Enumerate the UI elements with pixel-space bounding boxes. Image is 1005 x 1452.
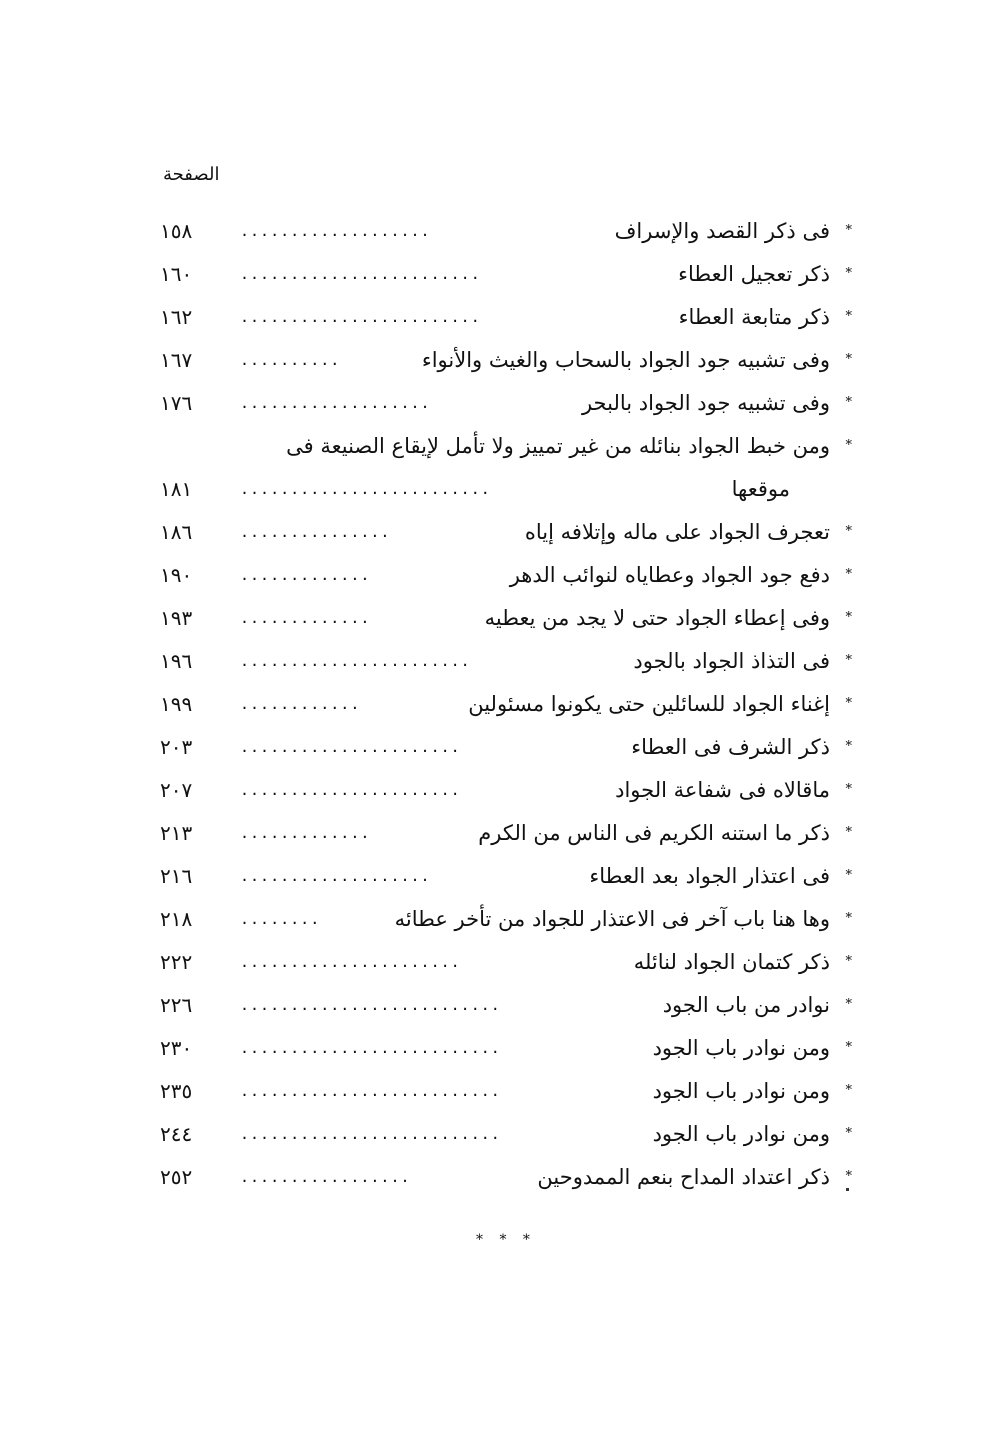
toc-entry: [160, 554, 860, 597]
bullet-star: *: [845, 782, 852, 797]
dot-leader: .........................: [240, 480, 491, 498]
page-number: ١٨١: [160, 477, 193, 501]
toc-entry-title: فى اعتذار الجواد بعد العطاء: [589, 864, 830, 888]
toc-entry-title-continuation: موقعها: [731, 477, 790, 501]
page-column-header: الصفحة: [163, 164, 220, 185]
toc-entry: [160, 1070, 860, 1113]
toc-entry-title: نوادر من باب الجود: [662, 993, 830, 1017]
bullet-star: *: [845, 309, 852, 324]
toc-entry: [160, 898, 860, 941]
toc-entry: [160, 855, 860, 898]
page-number: ١٦٧: [160, 348, 193, 372]
toc-entry: [160, 726, 860, 769]
dot-leader: ..........................: [240, 1082, 501, 1100]
table-of-contents: [160, 210, 860, 1199]
toc-entry: [160, 210, 860, 253]
toc-entry: [160, 597, 860, 640]
toc-entry-title: فى ذكر القصد والإسراف: [614, 219, 830, 243]
toc-entry-title: ومن خبط الجواد بنائله من غير تمييز ولا تأمل لإيقاع الصنيعة فى: [286, 434, 830, 458]
toc-entry: [160, 296, 860, 339]
dot-leader: ........................: [240, 308, 481, 326]
dot-leader: ........................: [240, 265, 481, 283]
toc-entry-title: فى التذاذ الجواد بالجود: [633, 649, 830, 673]
bullet-star: *: [845, 911, 852, 926]
dot-leader: ...................: [240, 222, 431, 240]
toc-entry-title: تعجرف الجواد على ماله وإتلافه إياه: [524, 520, 830, 544]
dot-leader: ..........................: [240, 1039, 501, 1057]
toc-entry-title: وها هنا باب آخر فى الاعتذار للجواد من تأخر عطائه: [394, 907, 830, 931]
bullet-star: *: [845, 223, 852, 238]
dot-leader: ..........................: [240, 1125, 501, 1143]
page-number: ٢٢٢: [160, 950, 193, 974]
bullet-star: *: [845, 1126, 852, 1141]
page-number: ٢٢٦: [160, 993, 193, 1017]
page-number: ٢٠٣: [160, 735, 193, 759]
bullet-star: *: [845, 610, 852, 625]
page-number: ٢٥٢: [160, 1165, 193, 1189]
dot-leader: ........: [240, 910, 321, 928]
toc-entry-title: ذكر متابعة العطاء: [678, 305, 830, 329]
toc-entry: [160, 683, 860, 726]
dot-leader: ...................: [240, 867, 431, 885]
dot-leader: ...................: [240, 394, 431, 412]
toc-entry: [160, 382, 860, 425]
dot-leader: .............: [240, 824, 371, 842]
toc-entry: [160, 640, 860, 683]
page-number: ١٩٠: [160, 563, 193, 587]
bullet-star: *: [845, 567, 852, 582]
bullet-star: *: [845, 1040, 852, 1055]
toc-entry: [160, 984, 860, 1027]
dot-leader: .............: [240, 609, 371, 627]
toc-entry: [160, 941, 860, 984]
page-number: ٢٣٥: [160, 1079, 193, 1103]
bullet-star: *: [845, 266, 852, 281]
page-number: ١٩٦: [160, 649, 193, 673]
bullet-star: *: [845, 696, 852, 711]
page-number: ٢٤٤: [160, 1122, 193, 1146]
toc-entry: [160, 1156, 860, 1199]
toc-entry-title: دفع جود الجواد وعطاياه لنوائب الدهر: [509, 563, 830, 587]
bullet-star: *: [845, 739, 852, 754]
toc-entry-title: وفى تشبيه جود الجواد بالبحر: [581, 391, 830, 415]
bullet-star: *: [845, 868, 852, 883]
dot-leader: ...............: [240, 523, 391, 541]
dot-leader: ......................: [240, 953, 461, 971]
toc-entry-title: ذكر كتمان الجواد لنائله: [633, 950, 830, 974]
bullet-star: *: [845, 825, 852, 840]
dot-leader: ............: [240, 695, 361, 713]
toc-entry-title: ذكر اعتداد المداح بنعم الممدوحين: [537, 1165, 830, 1189]
dot-leader: ......................: [240, 781, 461, 799]
toc-entry-title: ذكر تعجيل العطاء: [678, 262, 830, 286]
toc-entry-title: ومن نوادر باب الجود: [652, 1122, 830, 1146]
page-number: ١٩٩: [160, 692, 193, 716]
toc-entry-title: ومن نوادر باب الجود: [652, 1036, 830, 1060]
bullet-star: *: [845, 524, 852, 539]
dot-leader: ......................: [240, 738, 461, 756]
page-number: ٢٠٧: [160, 778, 193, 802]
toc-entry-title: إغناء الجواد للسائلين حتى يكونوا مسئولين: [468, 692, 830, 716]
bullet-star: *: [845, 395, 852, 410]
dot-leader: .......................: [240, 652, 471, 670]
toc-entry-title: ذكر ما استنه الكريم فى الناس من الكرم: [478, 821, 830, 845]
bullet-star: *: [845, 1083, 852, 1098]
page-number: ٢١٦: [160, 864, 193, 888]
dot-leader: .................: [240, 1168, 411, 1186]
page-number: ١٩٣: [160, 606, 193, 630]
toc-entry: [160, 253, 860, 296]
toc-entry: [160, 511, 860, 554]
bullet-star: *: [845, 438, 852, 453]
toc-entry-title: ذكر الشرف فى العطاء: [631, 735, 830, 759]
page-number: ٢١٣: [160, 821, 193, 845]
page-number: ٢١٨: [160, 907, 193, 931]
toc-entry: [160, 425, 860, 511]
page-number: ١٨٦: [160, 520, 193, 544]
page-number: ١٦٢: [160, 305, 193, 329]
page-number: ١٥٨: [160, 219, 193, 243]
bullet-star: *: [845, 997, 852, 1012]
bullet-star: *: [845, 653, 852, 668]
toc-entry-title: وفى إعطاء الجواد حتى لا يجد من يعطيه: [484, 606, 830, 630]
toc-entry: [160, 1113, 860, 1156]
page-number: ٢٣٠: [160, 1036, 193, 1060]
bullet-star: *: [845, 352, 852, 367]
toc-entry: [160, 812, 860, 855]
toc-entry-title: ماقالاه فى شفاعة الجواد: [615, 778, 830, 802]
toc-entry: [160, 339, 860, 382]
end-ornament: * * *: [476, 1232, 536, 1248]
bullet-star: *: [845, 1169, 852, 1184]
dot-leader: ..........................: [240, 996, 501, 1014]
toc-entry: [160, 1027, 860, 1070]
toc-entry-title: ومن نوادر باب الجود: [652, 1079, 830, 1103]
dot-leader: .............: [240, 566, 371, 584]
bullet-star: *: [845, 954, 852, 969]
toc-entry: [160, 769, 860, 812]
dot-leader: ..........: [240, 351, 341, 369]
page-number: ١٦٠: [160, 262, 193, 286]
stray-dot: [846, 1188, 849, 1191]
page-number: ١٧٦: [160, 391, 193, 415]
toc-entry-title: وفى تشبيه جود الجواد بالسحاب والغيث والأنواء: [421, 348, 830, 372]
